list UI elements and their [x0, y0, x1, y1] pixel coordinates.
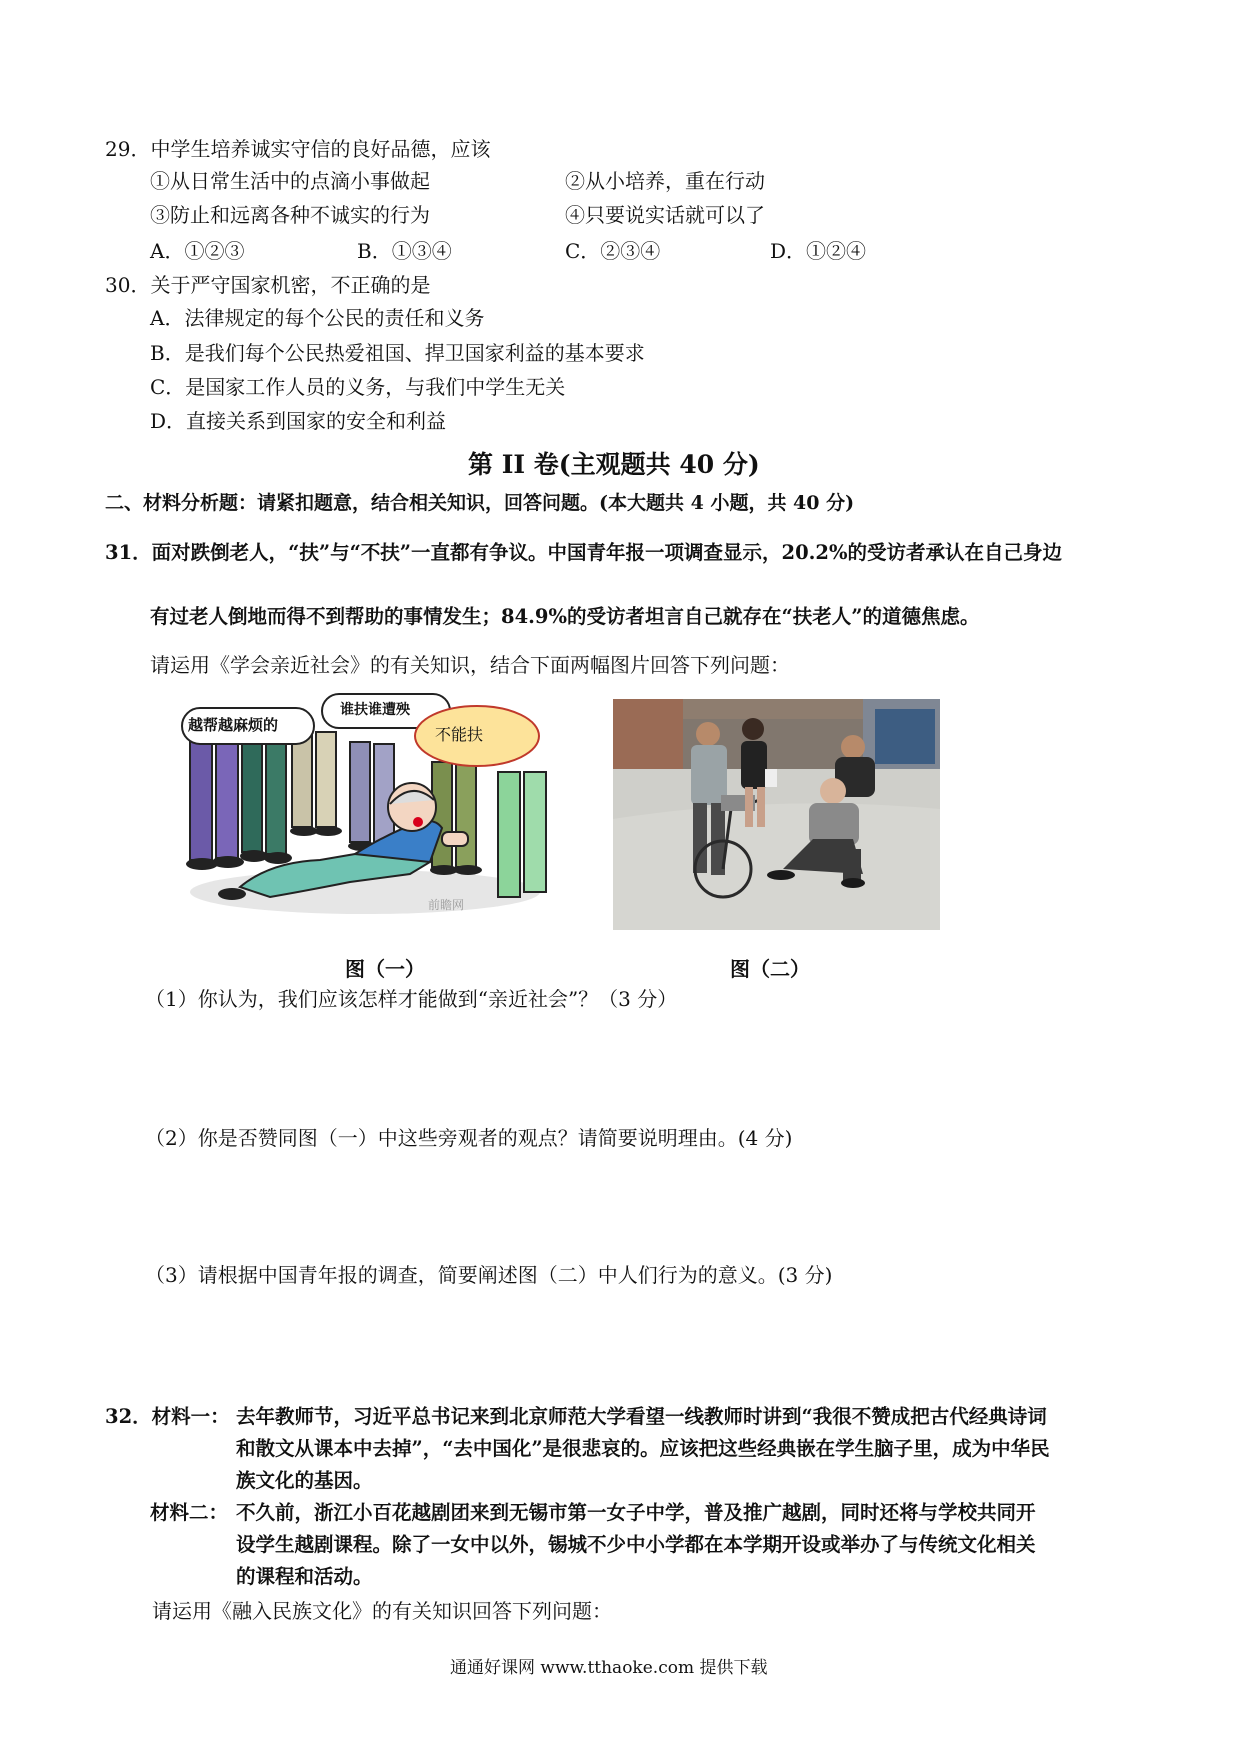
q30-stem: 30．关于严守国家机密，不正确的是	[105, 273, 431, 297]
part2-section-instructions: 二、材料分析题：请紧扣题意，结合相关知识，回答问题。(本大题共 4 小题，共 40 分)	[105, 492, 855, 514]
watermark-text: 前瞻网	[428, 898, 465, 912]
q29-statement-3: ③防止和远离各种不诚实的行为	[150, 203, 430, 227]
q29-option-a: A．①②③	[150, 239, 245, 263]
bubble-text-2: 谁扶谁遭殃	[340, 702, 410, 718]
q29-statement-4: ④只要说实话就可以了	[565, 203, 765, 227]
q30-option-d: D．直接关系到国家的安全和利益	[150, 409, 447, 433]
q32-material-2-line-2: 设学生越剧课程。除了一女中以外，锡城不少中小学都在本学期开设或举办了与传统文化相关	[236, 1533, 1036, 1556]
photo-illustration	[613, 699, 940, 930]
q30-option-c: C．是国家工作人员的义务，与我们中学生无关	[150, 375, 566, 399]
q31-subquestion-1: （1）你认为，我们应该怎样才能做到“亲近社会”？（3 分）	[145, 987, 678, 1011]
figure-1-caption: 图（一）	[345, 957, 425, 981]
q32-material-1-line-1: 去年教师节，习近平总书记来到北京师范大学看望一线教师时讲到“我很不赞成把古代经典诗词	[236, 1405, 1047, 1428]
part2-title: 第 II 卷(主观题共 40 分)	[468, 450, 760, 479]
bubble-text-3: 不能扶	[435, 725, 484, 744]
q31-material-line-2: 有过老人倒地而得不到帮助的事情发生；84.9%的受访者坦言自己就存在“扶老人”的道德焦虑。	[150, 605, 980, 628]
q29-option-d: D．①②④	[770, 239, 867, 263]
q30-option-b: B．是我们每个公民热爱祖国、捍卫国家利益的基本要求	[150, 341, 645, 365]
q29-option-c: C．②③④	[565, 239, 661, 263]
q29-statement-1: ①从日常生活中的点滴小事做起	[150, 169, 430, 193]
q32-prompt: 请运用《融入民族文化》的有关知识回答下列问题：	[152, 1599, 612, 1623]
q31-subquestion-3: （3）请根据中国青年报的调查，简要阐述图（二）中人们行为的意义。(3 分)	[145, 1263, 833, 1287]
q29-statement-2: ②从小培养，重在行动	[565, 169, 765, 193]
figure-1-cartoon	[180, 692, 550, 922]
q29-stem: 29．中学生培养诚实守信的良好品德，应该	[105, 137, 491, 161]
figure-2-caption: 图（二）	[730, 957, 810, 981]
figure-2-photo	[613, 699, 940, 930]
q32-material-2-line-1: 不久前，浙江小百花越剧团来到无锡市第一女子中学，普及推广越剧，同时还将与学校共同开	[236, 1501, 1036, 1524]
q29-option-b: B．①③④	[357, 239, 452, 263]
q32-material-1-line-2: 和散文从课本中去掉”，“去中国化”是很悲哀的。应该把这些经典嵌在学生脑子里，成为中华民	[236, 1437, 1050, 1460]
q32-material-2-line-3: 的课程和活动。	[236, 1565, 373, 1588]
q31-material-line-1: 31．面对跌倒老人，“扶”与“不扶”一直都有争议。中国青年报一项调查显示，20.2%的受访者承认在自己身边	[105, 541, 1063, 564]
q32-material-1-label: 32．材料一：	[105, 1405, 230, 1428]
q30-option-a: A．法律规定的每个公民的责任和义务	[150, 306, 485, 330]
q32-material-2-label: 材料二：	[150, 1501, 229, 1524]
q31-subquestion-2: （2）你是否赞同图（一）中这些旁观者的观点？请简要说明理由。(4 分)	[145, 1126, 793, 1150]
footer-download-note: 通通好课网 www.tthaoke.com 提供下载	[450, 1658, 768, 1678]
q31-prompt: 请运用《学会亲近社会》的有关知识，结合下面两幅图片回答下列问题：	[150, 653, 790, 677]
bubble-text-1: 越帮越麻烦的	[188, 716, 279, 734]
q32-material-1-line-3: 族文化的基因。	[236, 1469, 373, 1492]
